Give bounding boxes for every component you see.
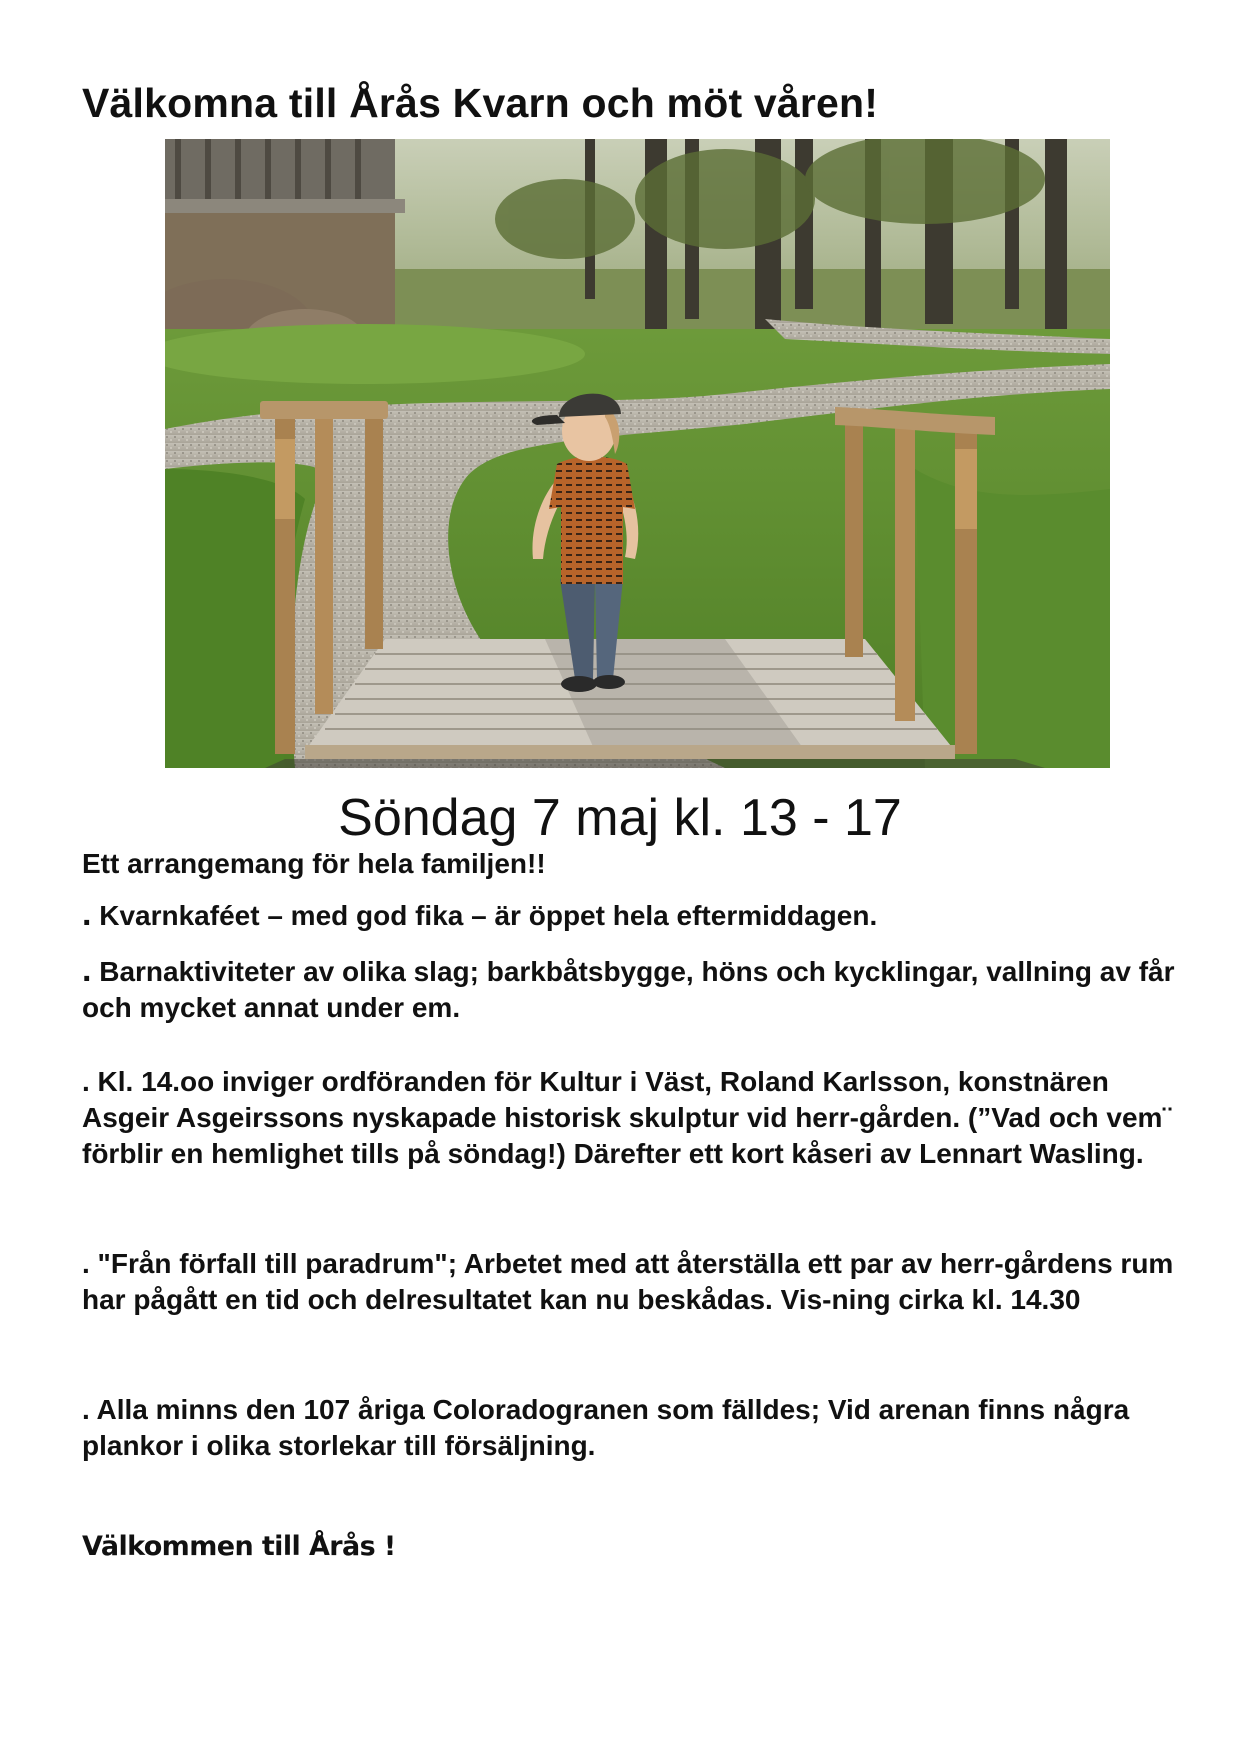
- bullet-dot: .: [82, 1066, 90, 1097]
- list-item: [82, 952, 1192, 1026]
- event-date: Söndag 7 maj kl. 13 - 17: [338, 789, 902, 847]
- item-text: Alla minns den 107 åriga Coloradogranen som fälldes; Vid arenan finns några plankor i olika storlekar till försäljning.: [82, 1394, 1130, 1461]
- list-item: [82, 1392, 1192, 1464]
- bullet-dot: .: [82, 1248, 90, 1279]
- photo-child-on-bridge: [165, 139, 1110, 768]
- poster-title: Välkomna till Årås Kvarn och möt våren!: [82, 80, 879, 126]
- bullet-dot: .: [82, 951, 92, 989]
- bullet-dot: .: [82, 1394, 90, 1425]
- child-bridge-illustration: [165, 139, 1110, 768]
- item-text: "Från förfall till paradrum"; Arbetet med att återställa ett par av herr-gårdens rum har pågått en tid och delresultatet kan nu beskådas. Vis-ning cirka kl. 14.30: [82, 1248, 1174, 1315]
- item-text: Kvarnkaféet – med god fika – är öppet hela eftermiddagen.: [91, 900, 878, 931]
- intro-line: Ett arrangemang för hela familjen!!: [82, 848, 546, 879]
- list-item: [82, 1246, 1192, 1318]
- closing-line: Välkommen till Årås !: [82, 1531, 396, 1562]
- item-text: Barnaktiviteter av olika slag; barkbåtsbygge, höns och kycklingar, vallning av får och mycket annat under em.: [82, 956, 1175, 1023]
- bullet-dot: .: [82, 895, 92, 933]
- list-item: [82, 896, 1192, 934]
- item-text: Kl. 14.oo inviger ordföranden för Kultur i Väst, Roland Karlsson, konstnären Asgeir Asgeirssons nyskapade historisk skulptur vid herr-gården. (”Vad och vem¨ förblir en hemlighet tills på söndag!) Därefter ett kort kåseri av Lennart Wasling.: [82, 1066, 1172, 1169]
- list-item: [82, 1064, 1192, 1172]
